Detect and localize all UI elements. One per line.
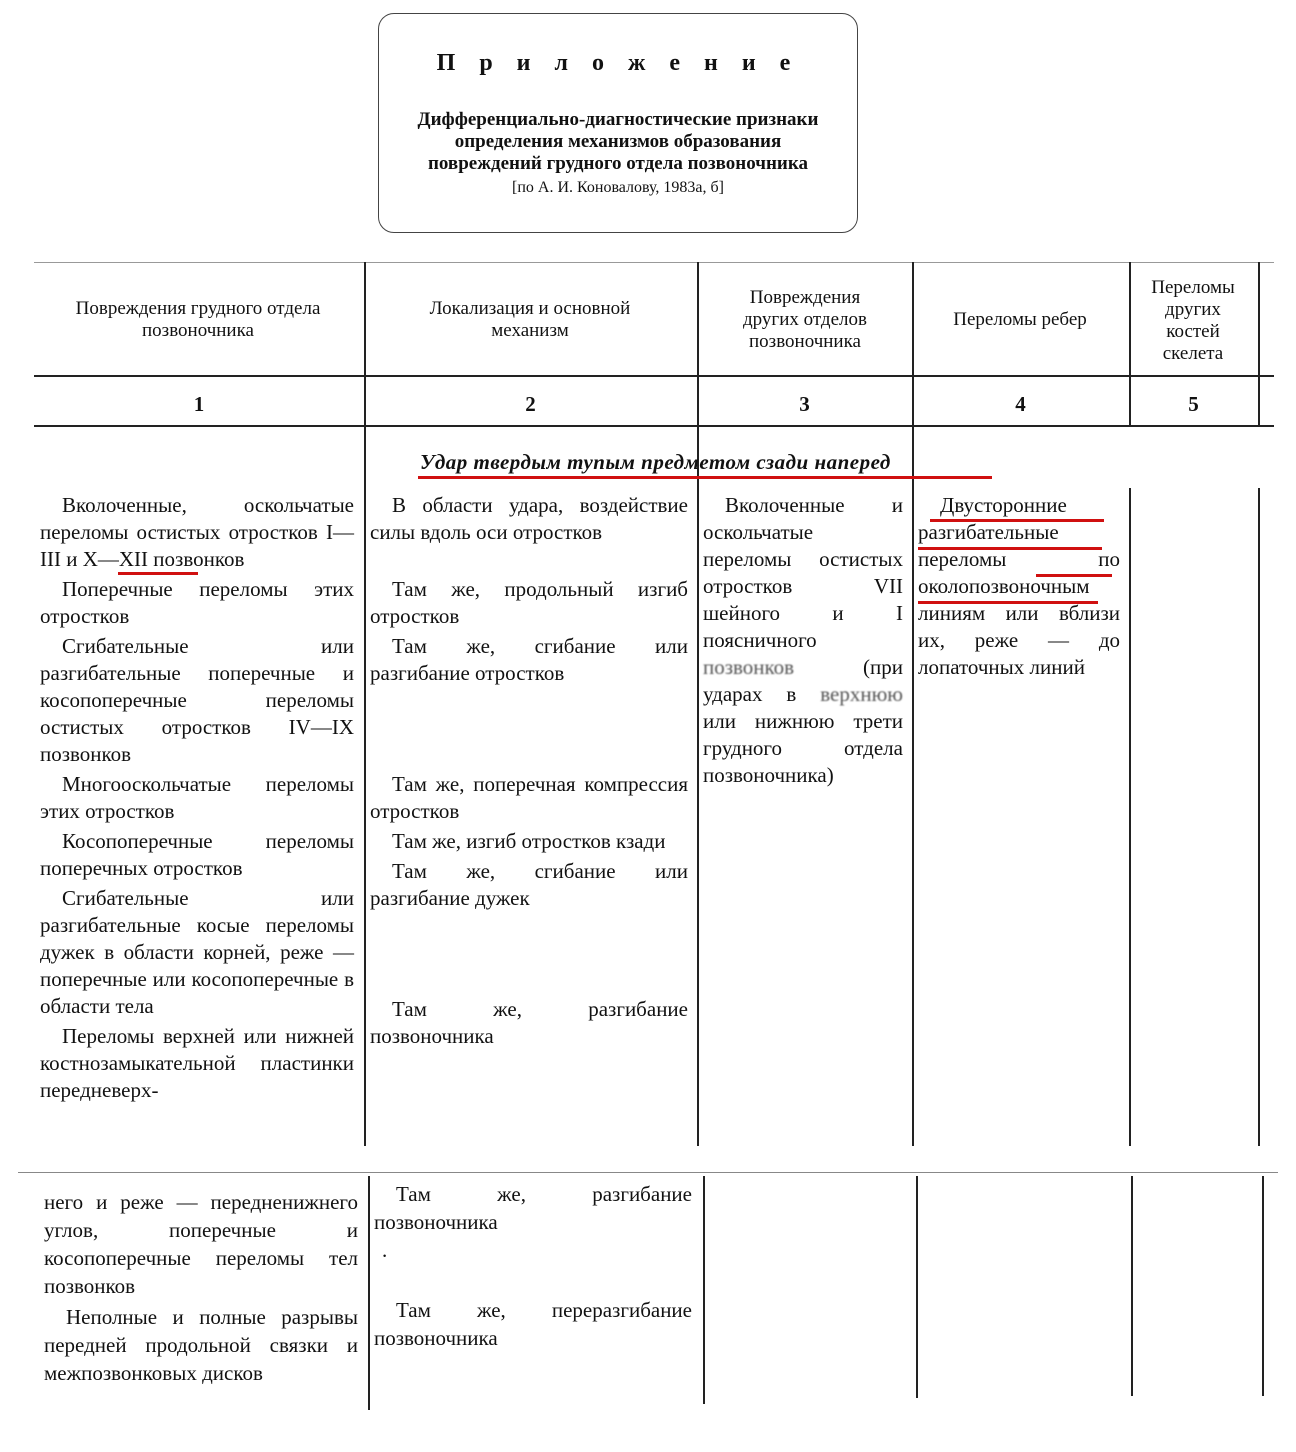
list-item: Косопоперечные переломы поперечных отростков — [40, 829, 354, 880]
col3-text: или нижнюю трети грудного отдела позвоночника) — [703, 709, 903, 787]
column-header: Повреждения грудного отдела позвоночника — [75, 298, 321, 341]
continuation-top-rule — [18, 1172, 1278, 1173]
red-underline — [1036, 574, 1112, 577]
column-divider — [916, 1176, 918, 1398]
list-item: Там же, переразгибание позвоночника — [374, 1298, 692, 1350]
column-divider — [1129, 488, 1131, 1146]
caption-line-2: определения механизмов образования — [454, 131, 782, 152]
list-item: Поперечные переломы этих отростков — [40, 577, 354, 628]
list-item: него и реже — передненижнего углов, поперечные и косопоперечные переломы тел позвонков — [44, 1190, 358, 1298]
source-citation: [по А. И. Коновалову, 1983а, б] — [512, 179, 724, 196]
list-item: Там же, разгибание позвоночника — [374, 1182, 692, 1234]
list-item: Двусторонние разгибательные переломы по околопозвоночным линиям или вблизи их, реже — до лопаточных линий — [918, 493, 1120, 679]
red-underline — [930, 519, 1104, 522]
col3-blurred-text: верхнюю — [820, 682, 903, 706]
column-2-cell — [370, 492, 688, 1050]
list-item: Там же, поперечная компрессия отростков — [370, 772, 688, 823]
column-divider — [703, 1176, 705, 1404]
list-item: Переломы верхней или нижней костнозамыкательной пластинки передневерх- — [40, 1024, 354, 1102]
numbers-bottom-rule — [34, 425, 1274, 427]
column-number: 4 — [1015, 392, 1026, 416]
table-right-border — [1262, 1176, 1264, 1396]
column-header: Повреждения других отделов позвоночника — [743, 287, 867, 352]
column-number: 1 — [193, 392, 205, 416]
table-top-rule — [34, 262, 1274, 263]
list-item: Там же, разгибание позвоночника — [370, 997, 688, 1048]
column-1-cell — [40, 492, 354, 1104]
caption-line-1: Дифференциально-диагностические признаки — [417, 109, 819, 130]
list-item — [703, 492, 903, 789]
table-caption — [379, 109, 857, 175]
table-right-border — [1258, 262, 1260, 426]
list-item: Неполные и полные разрывы передней продольной связки и межпозвонковых дисков — [44, 1305, 358, 1385]
column-number: 5 — [1188, 392, 1199, 416]
column-header: Локализация и основной механизм — [429, 298, 631, 341]
list-item: Вколоченные, оскольчатые переломы остистых отростков I—III и X—XII позвонков — [40, 493, 354, 571]
red-underline — [918, 601, 1098, 604]
column-number: 2 — [525, 392, 536, 416]
continuation-column-1 — [44, 1188, 358, 1387]
list-item: Там же, изгиб отростков кзади — [392, 829, 666, 853]
section-title-underline — [418, 476, 992, 479]
list-item: Там же, продольный изгиб отростков — [370, 577, 688, 628]
col3-text: Вколоченные и оскольчатые переломы остистых отростков VII шейного и I поясничного — [703, 493, 903, 652]
list-item: Сгибательные или разгибательные косые переломы дужек в области корней, реже — поперечные или косопоперечные в области тела — [40, 886, 354, 1018]
column-divider — [368, 1176, 370, 1410]
page-break — [0, 1146, 1296, 1172]
col3-blurred-text: позвонков — [703, 655, 795, 679]
caption-line-3: повреждений грудного отдела позвоночника — [427, 153, 809, 174]
column-3-cell — [703, 492, 903, 789]
column-number: 3 — [799, 392, 810, 416]
section-title: Удар твердым тупым предметом сзади наперед — [420, 450, 891, 474]
list-item: . — [382, 1238, 388, 1262]
col3-text: (при ударах в — [703, 655, 903, 706]
red-underline — [918, 547, 1102, 550]
column-header: Переломы ребер — [953, 309, 1087, 330]
column-divider — [1131, 1176, 1133, 1396]
header-bottom-rule — [34, 375, 1274, 377]
list-item: Многооскольчатые переломы этих отростков — [40, 772, 354, 823]
list-item: Там же, сгибание или разгибание отростков — [370, 634, 688, 685]
list-item: В области удара, воздействие силы вдоль оси отростков — [370, 493, 688, 544]
appendix-heading: П р и л о ж е н и е — [436, 50, 800, 76]
table-right-border — [1258, 488, 1260, 1146]
list-item: Сгибательные или разгибательные поперечные и косопоперечные переломы остистых отростков IV—IX позвонков — [40, 634, 354, 766]
list-item: Там же, сгибание или разгибание дужек — [370, 859, 688, 910]
red-underline — [118, 572, 198, 575]
column-header: Переломы других костей скелета — [1151, 277, 1235, 364]
appendix-title-box — [378, 13, 858, 233]
continuation-column-2 — [374, 1180, 692, 1352]
